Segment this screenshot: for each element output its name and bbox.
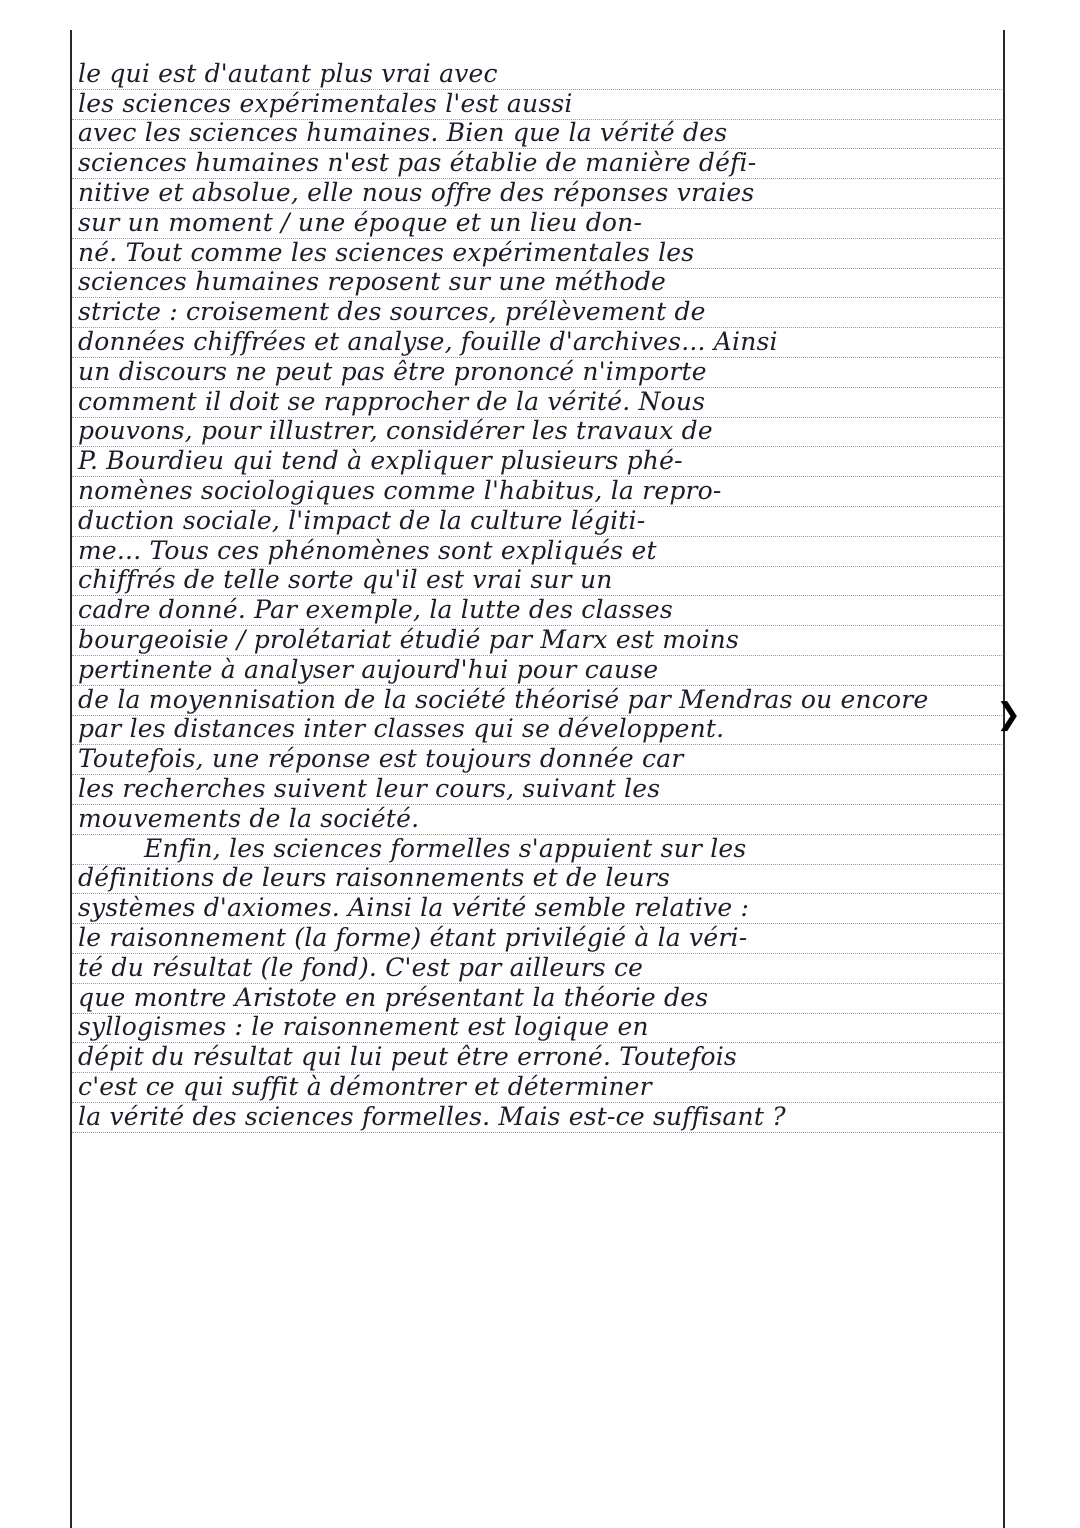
line-text: définitions de leurs raisonnements et de leurs (78, 864, 671, 893)
line-text: bourgeoisie / prolétariat étudié par Marx est moins (78, 626, 739, 654)
line-text: que montre Aristote en présentant la théorie des (78, 983, 709, 1012)
line-text: avec les sciences humaines. Bien que la vérité des (78, 119, 728, 148)
line-text: me... Tous ces phénomènes sont expliqués et (78, 536, 657, 565)
line-text: systèmes d'axiomes. Ainsi la vérité semble relative : (78, 894, 750, 923)
text-line (72, 1103, 1002, 1133)
text-line (72, 1073, 1002, 1103)
line-text: né. Tout comme les sciences expérimentales les (78, 238, 695, 267)
line-text: sciences humaines n'est pas établie de manière défi- (78, 149, 757, 178)
line-text: les recherches suivent leur cours, suivant les (78, 775, 661, 803)
text-line (72, 269, 1002, 299)
text-line (72, 775, 1002, 805)
text-line (72, 924, 1002, 954)
text-line (72, 954, 1002, 984)
line-text: mouvements de la société. (78, 804, 420, 833)
line-text: duction sociale, l'impact de la culture légiti- (78, 506, 646, 535)
line-text: sur un moment / une époque et un lieu don- (78, 208, 643, 237)
line-text: de la moyennisation de la société théorisé par Mendras ou encore (78, 685, 929, 714)
text-line (72, 745, 1002, 775)
line-text: pouvons, pour illustrer, considérer les travaux de (78, 417, 713, 446)
text-line (72, 716, 1002, 746)
line-text: stricte : croisement des sources, prélèvement de (78, 298, 706, 327)
text-line (72, 209, 1002, 239)
line-text: c'est ce qui suffit à démontrer et déterminer (78, 1073, 652, 1101)
line-text: dépit du résultat qui lui peut être erroné. Toutefois (78, 1043, 737, 1072)
line-text: le qui est d'autant plus vrai avec (78, 60, 498, 88)
text-line (72, 567, 1002, 597)
text-line (72, 418, 1002, 448)
line-text: té du résultat (le fond). C'est par ailleurs ce (78, 953, 644, 982)
line-text: comment il doit se rapprocher de la vérité. Nous (78, 387, 706, 416)
text-line (72, 984, 1002, 1014)
line-text: la vérité des sciences formelles. Mais est-ce suffisant ? (78, 1102, 786, 1131)
line-text: données chiffrées et analyse, fouille d'archives... Ainsi (78, 328, 778, 356)
line-text: par les distances inter classes qui se développent. (78, 715, 725, 744)
text-line (72, 626, 1002, 656)
text-line (72, 179, 1002, 209)
line-text: chiffrés de telle sorte qu'il est vrai sur un (78, 566, 613, 595)
line-text: les sciences expérimentales l'est aussi (78, 89, 573, 118)
text-line (72, 388, 1002, 418)
chevron-right-icon[interactable]: ❯ (996, 697, 1022, 732)
text-line (72, 596, 1002, 626)
line-text: le raisonnement (la forme) étant privilégié à la véri- (78, 924, 748, 952)
text-line (72, 835, 1002, 865)
line-text: pertinente à analyser aujourd'hui pour cause (78, 655, 659, 684)
text-line (72, 149, 1002, 179)
text-line (72, 298, 1002, 328)
text-line (72, 894, 1002, 924)
text-line (72, 686, 1002, 716)
right-margin-line (1003, 30, 1005, 1528)
line-text: Toutefois, une réponse est toujours donnée car (78, 745, 684, 774)
line-text: Enfin, les sciences formelles s'appuient sur les (144, 834, 747, 863)
line-text: nitive et absolue, elle nous offre des réponses vraies (78, 179, 755, 207)
line-text: sciences humaines reposent sur une méthode (78, 268, 666, 297)
text-line (72, 1043, 1002, 1073)
text-line (72, 537, 1002, 567)
text-line (72, 120, 1002, 150)
text-line (72, 477, 1002, 507)
text-line (72, 865, 1002, 895)
line-text: un discours ne peut pas être prononcé n'importe (78, 357, 707, 386)
line-text: syllogismes : le raisonnement est logique en (78, 1013, 649, 1042)
line-text: P. Bourdieu qui tend à expliquer plusieurs phé- (78, 447, 683, 476)
text-line (72, 90, 1002, 120)
text-line (72, 328, 1002, 358)
handwritten-text (72, 60, 1002, 1133)
line-text: nomènes sociologiques comme l'habitus, la repro- (78, 477, 722, 505)
line-text: cadre donné. Par exemple, la lutte des classes (78, 596, 673, 625)
text-line (72, 60, 1002, 90)
text-line (72, 656, 1002, 686)
text-line (72, 1014, 1002, 1044)
text-line (72, 358, 1002, 388)
text-line (72, 805, 1002, 835)
text-line (72, 507, 1002, 537)
text-line (72, 239, 1002, 269)
text-line (72, 447, 1002, 477)
